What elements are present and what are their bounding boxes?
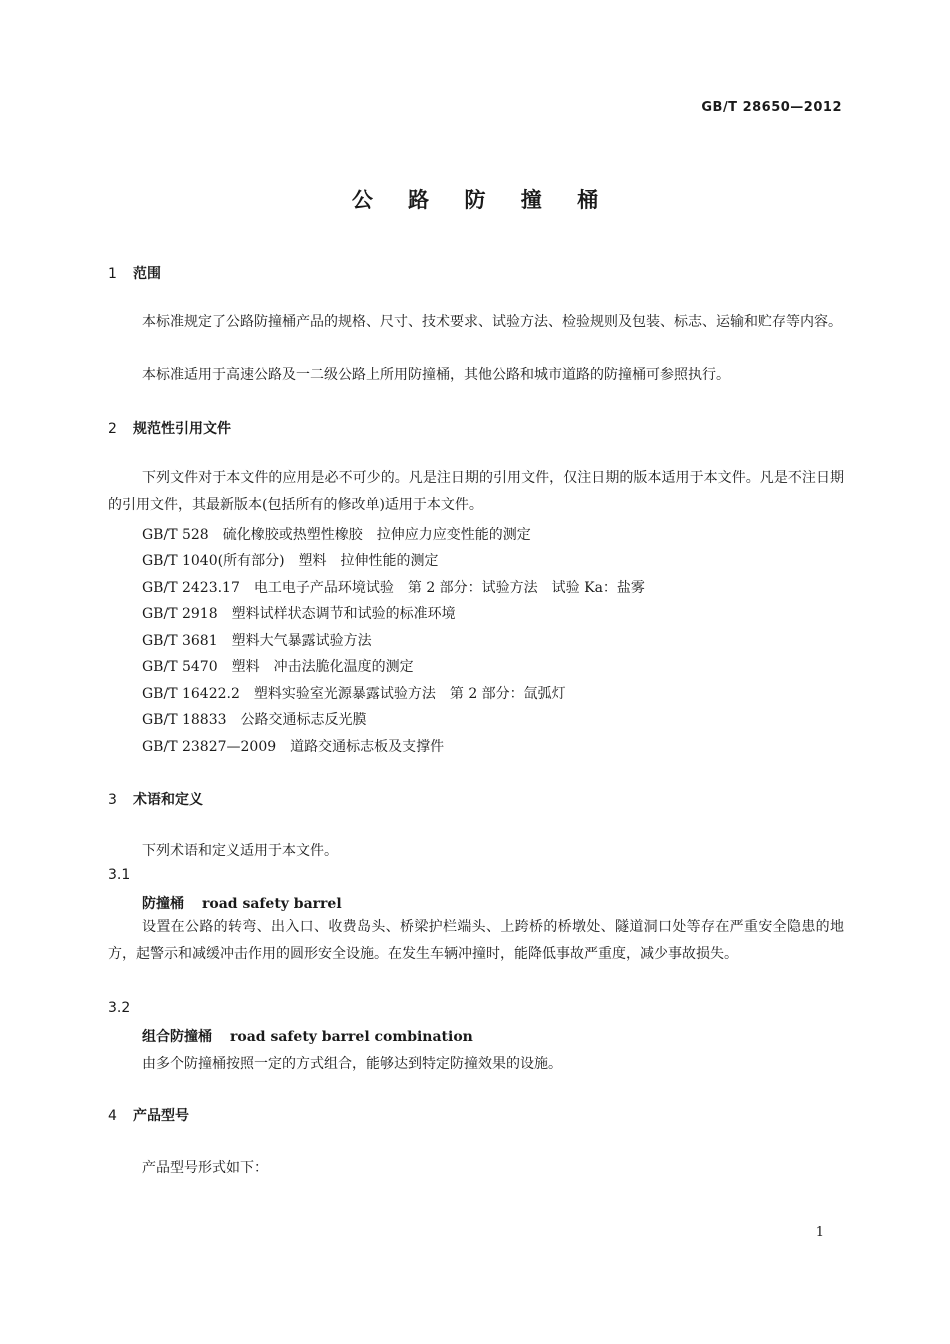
reference-item: GB/T 16422.2 塑料实验室光源暴露试验方法 第 2 部分：氙弧灯	[142, 686, 566, 702]
section-title: 范围	[133, 266, 161, 282]
term-3-1-definition: 设置在公路的转弯、出入口、收费岛头、桥梁护栏端头、上跨桥的桥墩处、隧道洞口处等存在严重安全隐患的地方，起警示和减缓冲击作用的圆形安全设施。在发生车辆冲撞时，能降低事故严重度，减少事故损失。	[108, 919, 844, 962]
section-1-paragraph-2: 本标准适用于高速公路及一二级公路上所用防撞桶，其他公路和城市道路的防撞桶可参照执行。	[142, 367, 730, 383]
reference-item: GB/T 1040(所有部分) 塑料 拉伸性能的测定	[142, 553, 439, 569]
term-3-2-definition: 由多个防撞桶按照一定的方式组合，能够达到特定防撞效果的设施。	[142, 1056, 562, 1072]
term-zh: 组合防撞桶	[142, 1029, 212, 1045]
section-1-paragraph-1: 本标准规定了公路防撞桶产品的规格、尺寸、技术要求、试验方法、检验规则及包装、标志、运输和贮存等内容。	[142, 314, 842, 330]
term-en: road safety barrel	[202, 896, 342, 912]
reference-item: GB/T 3681 塑料大气暴露试验方法	[142, 633, 372, 649]
section-2-intro: 下列文件对于本文件的应用是必不可少的。凡是注日期的引用文件，仅注日期的版本适用于本文件。凡是不注日期的引用文件，其最新版本(包括所有的修改单)适用于本文件。	[108, 470, 844, 513]
reference-item: GB/T 5470 塑料 冲击法脆化温度的测定	[142, 659, 414, 675]
section-4-paragraph-1: 产品型号形式如下：	[142, 1160, 268, 1176]
term-3-2	[142, 1026, 473, 1046]
reference-item: GB/T 2423.17 电工电子产品环境试验 第 2 部分：试验方法 试验 Ka：盐雾	[142, 580, 645, 596]
reference-item: GB/T 23827—2009 道路交通标志板及支撑件	[142, 739, 445, 755]
section-number: 3	[108, 792, 117, 808]
reference-item: GB/T 528 硫化橡胶或热塑性橡胶 拉伸应力应变性能的测定	[142, 527, 531, 543]
document-code: GB/T 28650—2012	[701, 100, 842, 115]
section-title: 术语和定义	[133, 792, 203, 808]
section-2-heading	[108, 418, 231, 438]
section-1-heading	[108, 263, 161, 283]
section-number: 4	[108, 1108, 117, 1124]
page-number: 1	[815, 1225, 824, 1240]
section-title: 产品型号	[133, 1108, 189, 1124]
reference-item: GB/T 2918 塑料试样状态调节和试验的标准环境	[142, 606, 456, 622]
section-3-heading	[108, 789, 203, 809]
section-number: 2	[108, 421, 117, 437]
section-3-intro: 下列术语和定义适用于本文件。	[142, 843, 338, 859]
section-number: 1	[108, 266, 117, 282]
term-3-2-number: 3.2	[108, 1000, 131, 1016]
term-en: road safety barrel combination	[230, 1029, 473, 1045]
term-3-1-number: 3.1	[108, 867, 131, 883]
section-4-heading	[108, 1105, 189, 1125]
page-title: 公 路 防 撞 桶	[351, 188, 613, 212]
term-3-1	[142, 893, 342, 913]
term-zh: 防撞桶	[142, 896, 184, 912]
reference-item: GB/T 18833 公路交通标志反光膜	[142, 712, 367, 728]
section-title: 规范性引用文件	[133, 421, 231, 437]
